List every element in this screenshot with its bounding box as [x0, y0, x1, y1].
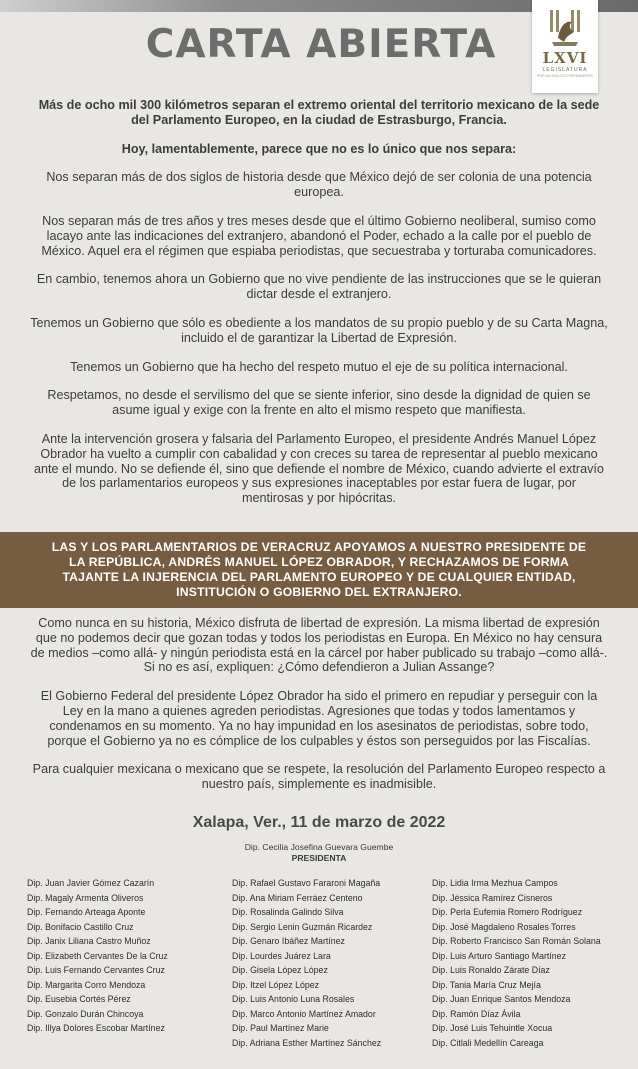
signatory-name: Dip. Luis Arturo Santiago Martínez — [432, 950, 566, 961]
president-role: PRESIDENTA — [291, 853, 347, 863]
letter-closing — [30, 616, 608, 806]
body-paragraph: Tenemos un Gobierno que sólo es obediente a los mandatos de su propio pueblo y de su Carta Magna, incluido el de garantizar la Libertad de Expresión. — [30, 315, 608, 345]
intro-paragraph-2: Hoy, lamentablemente, parece que no es lo único que nos separa: — [121, 141, 517, 156]
signatory-name: Dip. Adriana Esther Martínez Sánchez — [232, 1037, 382, 1048]
signatory-name: Dip. Rafael Gustavo Fararoni Magaña — [232, 878, 381, 888]
signatory-column-2 — [232, 876, 381, 1050]
signatory-name: Dip. Citlali Medellín Careaga — [432, 1037, 544, 1048]
signatory-name: Dip. Paul Martínez Marie — [232, 1023, 329, 1033]
closing-paragraph: El Gobierno Federal del presidente López Obrador ha sido el primero en repudiar y perseguir con la Ley en la mano a quienes agreden periodistas. Agresiones que todas y todos lamentamos y condenamos en su momento. Ya no hay impunidad en los asesinatos de periodistas, sobre todo, porque el Gobierno ya no es cómplice de los culpables y éstos son perseguidos por las Fiscalías. — [40, 689, 598, 748]
logo-tagline: POR UN DIÁLOGO PERMANENTE — [537, 74, 593, 78]
signatory-name: Dip. Elizabeth Cervantes De la Cruz — [27, 950, 168, 961]
letter-date: Xalapa, Ver., 11 de marzo de 2022 — [192, 814, 446, 831]
body-paragraph: Respetamos, no desde el servilismo del que se siente inferior, sino desde la dignidad de quien se asume igual y exige con la frente en alto el mismo respeto que manifiesta. — [47, 388, 591, 418]
body-paragraph: Nos separan más de tres años y tres meses desde que el último Gobierno neoliberal, sumiso como lacayo ante las indicaciones del extranjero, abandonó el Poder, echado a la calle por el pueblo de México. Aquel era el régimen que espiaba periodistas, que secuestraba y torturaba comunicadores. — [41, 213, 597, 258]
signatory-name: Dip. Lourdes Juárez Lara — [232, 950, 331, 961]
signatory-name: Dip. Magaly Armenta Oliveros — [27, 892, 144, 903]
page-title: CARTA ABIERTA — [145, 21, 497, 67]
signatory-name: Dip. José Magdaleno Rosales Torres — [432, 921, 576, 932]
signatory-name: Dip. Roberto Francisco San Román Solana — [432, 936, 601, 946]
body-paragraph: Nos separan más de dos siglos de historia desde que México dejó de ser colonia de una potencia europea. — [46, 170, 592, 200]
closing-paragraph: Como nunca en su historia, México disfruta de libertad de expresión. La misma libertad de expresión que no podemos decir que gozan todas y todos los periodistas en Europa. En México no hay censura de medios –como allá- y ningún periodista está en la cárcel por haber publicado su trabajo –como allá-. Si no es así, expliquen: ¿Cómo defendieron a Julian Assange? — [30, 616, 608, 675]
president-signature — [0, 842, 638, 864]
banner-text: LAS Y LOS PARLAMENTARIOS DE VERACRUZ APOYAMOS A NUESTRO PRESIDENTE DE LA REPÚBLICA, ANDRÉS MANUEL LÓPEZ OBRADOR, Y RECHAZAMOS DE FORMA TAJANTE LA INJERENCIA DEL PARLAMENTO EUROPEO Y DE CUALQUIER ENTIDAD, INSTITUCIÓN O GOBIERNO DEL EXTRANJERO. — [51, 540, 587, 599]
signatory-name: Dip. Gisela López López — [232, 965, 328, 975]
signatory-name: Dip. Jéssica Ramírez Cisneros — [432, 892, 553, 903]
signatory-name: Dip. Marco Antonio Martínez Amador — [232, 1008, 376, 1019]
legislature-emblem-icon — [544, 8, 586, 48]
president-name: Dip. Cecilia Josefina Guevara Guembe — [244, 842, 394, 852]
signatory-name: Dip. Luis Fernando Cervantes Cruz — [27, 965, 165, 975]
body-paragraph: Ante la intervención grosera y falsaria del Parlamento Europeo, el presidente Andrés Manuel López Obrador ha vuelto a cumplir con cabalidad y con creces su tarea de representar al pueblo mexicano ante el mundo. No se defiende él, sino que defiende el nombre de México, cuando advierte el extravío de los parlamentarios europeos y sus expresiones inaceptables por estar fuera de lugar, por mentirosas y por hipócritas. — [34, 431, 604, 506]
signatory-name: Dip. Gonzalo Durán Chincoya — [27, 1008, 144, 1019]
signatory-name: Dip. Eusebia Cortés Pérez — [27, 994, 131, 1004]
signatory-column-3 — [432, 876, 601, 1050]
statement-banner — [0, 532, 638, 608]
signatory-name: Dip. Margarita Corro Mendoza — [27, 979, 146, 990]
signatory-name: Dip. Ana Miriam Ferráez Centeno — [232, 892, 363, 903]
letter-body — [30, 98, 608, 520]
signatory-name: Dip. Tania María Cruz Mejía — [432, 979, 541, 990]
body-paragraph: En cambio, tenemos ahora un Gobierno que no vive pendiente de las instrucciones que se le quieran dictar desde el extranjero. — [36, 272, 602, 302]
signatory-name: Dip. Juan Javier Gómez Cazarín — [27, 878, 155, 888]
signatory-name: Dip. Sergio Lenin Guzmán Ricardez — [232, 921, 373, 932]
logo-subtitle: LEGISLATURA — [542, 67, 588, 73]
signatory-name: Dip. Fernando Arteaga Aponte — [27, 907, 146, 917]
body-paragraph: Tenemos un Gobierno que ha hecho del respeto mutuo el eje de su política internacional. — [70, 359, 568, 374]
signatory-name: Dip. Rosalinda Galindo Silva — [232, 907, 344, 917]
intro-paragraph-1: Más de ocho mil 300 kilómetros separan el extremo oriental del territorio mexicano de la sede del Parlamento Europeo, en la ciudad de Estrasburgo, Francia. — [38, 98, 600, 127]
signatory-name: Dip. Bonifacio Castillo Cruz — [27, 921, 134, 932]
signatory-name: Dip. Itzel López López — [232, 979, 320, 990]
closing-paragraph: Para cualquier mexicana o mexicano que se respete, la resolución del Parlamento Europeo respecto a nuestro país, simplemente es inadmisible. — [32, 762, 606, 792]
signatory-name: Dip. Janix Liliana Castro Muñoz — [27, 936, 151, 946]
legislature-logo — [532, 0, 598, 93]
signatory-name: Dip. Illya Dolores Escobar Martínez — [27, 1023, 165, 1033]
signatory-column-1 — [27, 876, 168, 1036]
signatory-name: Dip. Luis Antonio Luna Rosales — [232, 994, 355, 1004]
signatory-name: Dip. Juan Enrique Santos Mendoza — [432, 994, 571, 1004]
logo-number: LXVI — [542, 49, 588, 67]
signatory-name: Dip. Ramón Díaz Ávila — [432, 1008, 521, 1019]
signatory-name: Dip. Perla Eufemia Romero Rodríguez — [432, 907, 583, 917]
signatory-name: Dip. Genaro Ibáñez Martínez — [232, 936, 345, 946]
signatory-name: Dip. Lidia Irma Mezhua Campos — [432, 878, 558, 888]
signatory-name: Dip. José Luis Tehuintle Xocua — [432, 1023, 553, 1033]
signatory-name: Dip. Luis Ronaldo Zárate Díaz — [432, 965, 550, 975]
